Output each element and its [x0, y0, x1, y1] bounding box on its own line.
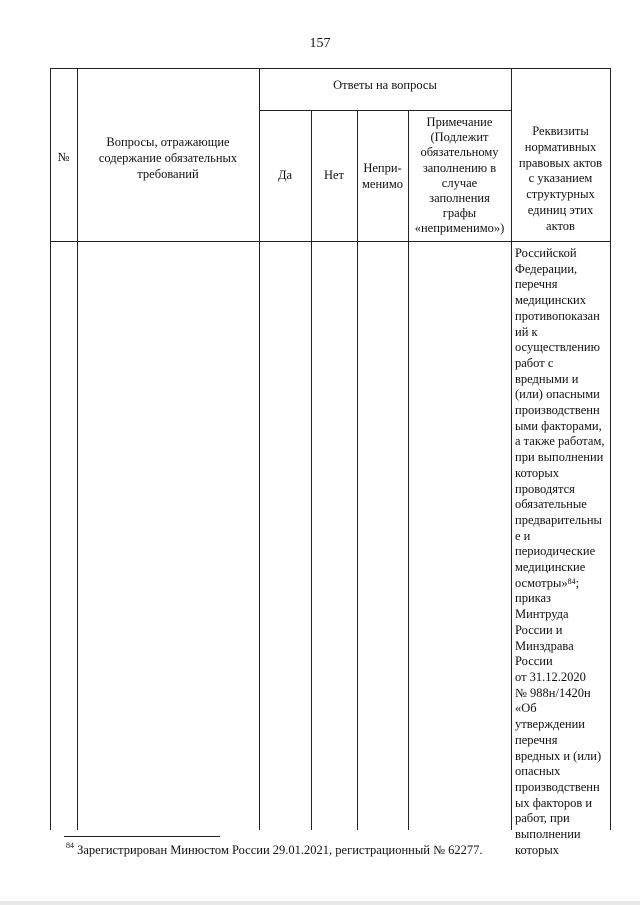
header-questions: Вопросы, отражающие содержание обязательных требований [98, 135, 238, 181]
requisites-line: перечня [515, 277, 558, 292]
requisites-line: производственн [515, 779, 600, 794]
requisites-line: от 31.12.2020 [515, 669, 586, 684]
requisites-line: при выполнении [515, 450, 604, 465]
header-note: Примечание (Подлежит обязательному заполнению в случае заполнения графы «неприменимо») [414, 115, 505, 236]
requisites-text [515, 246, 610, 858]
requisites-line: России [515, 654, 553, 669]
requisites-line: а также работам, [515, 434, 605, 449]
requisites-line: перечня [515, 732, 558, 747]
requisites-line: опасных [515, 764, 561, 779]
requisites-line: е и [515, 528, 531, 543]
requisites-line: осуществлению [515, 340, 600, 355]
requisites-line: ых факторов и [515, 795, 593, 810]
requisites-line: ий к [515, 324, 538, 339]
requisites-line: ыми факторами, [515, 418, 602, 433]
requisites-line: проводятся [515, 481, 575, 496]
requisites-line: вредными и [515, 371, 579, 386]
requisites-line: (или) опасными [515, 387, 600, 402]
page-bottom-edge [0, 901, 640, 905]
footnote-divider [64, 836, 220, 837]
requisites-line: периодические [515, 544, 596, 559]
requisites-line: Российской [515, 246, 577, 260]
requisites-line: осмотры»$^{84}$; [515, 575, 580, 590]
header-answers-group: Ответы на вопросы [333, 78, 437, 92]
page-number: 157 [309, 36, 331, 51]
header-number: № [57, 150, 70, 164]
footnote-ref: 84 [567, 576, 576, 586]
requisites-line: «Об [515, 701, 537, 716]
requisites-line: России и [515, 622, 563, 637]
requisites-line: Минтруда [515, 607, 569, 622]
requisites-line: вредных и (или) [515, 748, 602, 763]
requisites-line: производственн [515, 403, 600, 418]
footnote-mark: 84 [66, 841, 74, 850]
requisites-line: медицинских [515, 293, 586, 308]
header-yes: Да [277, 168, 293, 182]
footnote [66, 843, 483, 858]
requisites-line: обязательные [515, 497, 587, 512]
requisites-line: которых [515, 842, 559, 857]
requisites-line: медицинские [515, 560, 586, 575]
header-no: Нет [323, 168, 345, 182]
requisites-line: № 988н/1420н [515, 685, 591, 700]
requisites-line: приказ [515, 591, 551, 606]
requisites-line: работ, при [515, 811, 570, 826]
header-not-applicable: Непри- менимо [362, 161, 403, 191]
requisites-line: противопоказан [515, 308, 600, 323]
footnote-text: Зарегистрирован Минюстом России 29.01.2021, регистрационный № 62277. [74, 843, 483, 857]
requisites-line: работ с [515, 355, 554, 370]
header-requisites: Реквизиты нормативных правовых актов с указанием структурных единиц этих актов [518, 124, 603, 233]
requisites-line: Федерации, [515, 261, 578, 276]
requisites-line: выполнении [515, 827, 581, 842]
requisites-line: утверждении [515, 717, 585, 732]
requisites-line: Минздрава [515, 638, 574, 653]
requisites-line: которых [515, 465, 559, 480]
requisites-line: предварительны [515, 512, 602, 527]
